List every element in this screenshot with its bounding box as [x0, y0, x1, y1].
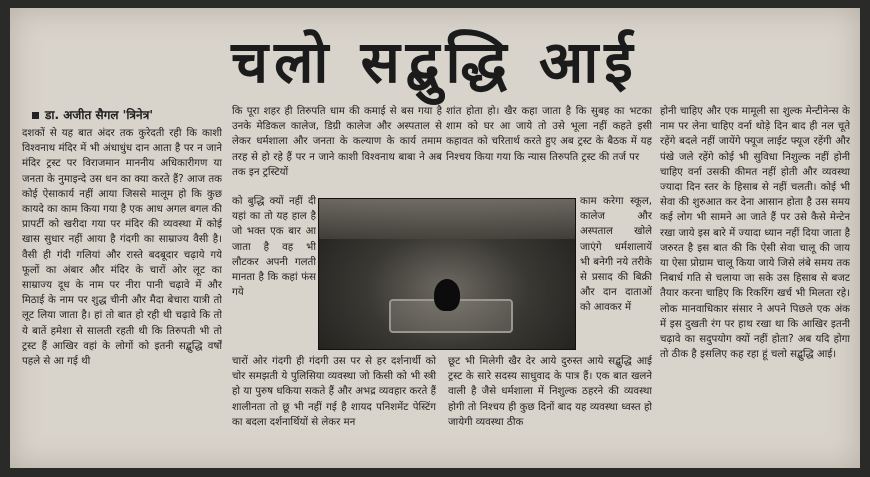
photo-wall — [319, 199, 575, 239]
article-column-4 — [660, 104, 850, 458]
temple-shivling-photo — [318, 198, 576, 350]
article-text-col2-side: को बुद्धि क्यों नहीं दी यहां का तो यह हाल है जो भक्त एक बार आ जाता है वह भी लौटकर अपनी गलती मानता है कि कहां फंस गये — [232, 196, 316, 299]
article-text-col3-top: शांत होता हो। खैर कहा जाता है कि सुबह का भटका शाम को घर आ जाये तो उसे भूला नहीं कहते इसी कहावत को चरितार्थ करते हुए अब ट्रस्ट के बैठक में यह निश्चय किया गया कि न्यास तिरुपति ट्रस्ट की तर्ज पर — [446, 106, 652, 163]
article-column-3-side — [580, 194, 652, 354]
byline-text: डा. अजीत सैगल 'त्रिनेत्र' — [45, 108, 154, 122]
article-text-col2-top: कि पूरा शहर ही तिरुपति धाम की कमाई से बस गया है उनके मेडिकल कालेज, डिग्री कालेज और अस्पताल से लेकर धर्मशाला और जनता के कल्याण के कार्य तमाम तरह से हो रहे हैं पर न जाने काशी विश्वनाथ बाबा ने अब तक इन ट्रस्टियों — [232, 106, 442, 178]
article-column-2-top — [232, 104, 442, 194]
byline-bullet — [32, 112, 39, 119]
newspaper-clipping — [10, 8, 860, 468]
article-text-col4: होनी चाहिए और एक मामूली सा शुल्क मेन्टीनेन्स के नाम पर लेना चाहिए वर्ना थोड़े दिन बाद ही नल चूते रहेंगे बदले नहीं जायेंगे फ्यूज लाईट फ्यूज रहेंगी और पंखे जले रहेंगे कोई भी सुविधा निशुल्क नहीं होनी चाहिए वर्ना उसकी कीमत नहीं होती और व्यवस्था ज्यादा दिन स्तर के हिसाब से नहीं चलती। कोई भी सेवा की शुरुआत कर देना आसान होता है उस समय कई लोग भी सामने आ जाते हैं पर उसे कैसे मेन्टेन रखा जाये इस बारे में ज्यादा ध्यान नहीं दिया जाता है जरुरत है इस बात की कि ऐसी सेवा चालू की जाय या ऐसा प्रोग्राम चालू किया जाये जिसे लंबे समय तक निबार्ध गति से चलाया जा सके उस हिसाब से बजट तैयार करना चाहिए कि रिकरिंग खर्च भी मिलता रहे। लोक मानवाधिकार संसार ने अपने पिछले एक अंक में इस दुखती रंग पर हाथ रखा था कि आखिर इतनी चढ़ावे का सदुपयोग क्यों नहीं होता? अब यदि होगा तो ठीक है इसलिए कह रहा हूं चलो सद्बुद्धि आई। — [660, 106, 850, 361]
photo-shivling — [434, 279, 460, 311]
article-column-2-side — [232, 194, 316, 354]
article-column-1 — [22, 126, 222, 458]
byline — [32, 106, 153, 123]
article-text-col3-side: काम करेगा स्कूल, कालेज और अस्पताल खोले जाएंगे धर्मशालायें भी बनेगी नये तरीके से प्रसाद की बिक्री और दान दाताओं को आवकर में — [580, 196, 652, 314]
article-columns-2-3-bottom — [232, 354, 652, 458]
article-column-3-top — [446, 104, 652, 194]
article-text-col2-bottom: चारों ओर गंदगी ही गंदगी उस पर से हर दर्शनार्थी को चोर समझती ये पुलिसिया व्यवस्था जो किसी को भी स्त्री हो या पुरुष धकिया सकते हैं और अभद्र व्यवहार करते हैं शालीनता तो छू भी नहीं गई है शायद पनिशमेंट पेस्टिंग का बदला दर्शनार्थियों से लेकर मन — [232, 356, 436, 428]
article-text-col3-bottom: छूट भी मिलेगी खैर देर आये दुरुस्त आये सद्बुद्धि आई ट्रस्ट के सारे सदस्य साधुवाद के पात्र हैं। एक बात खलने वाली है जैसे धर्मशाला में निशुल्क ठहरने की व्यवस्था होगी तो निश्चय ही कुछ दिनों बाद यह व्यवस्था ध्वस्त हो जायेगी व्यवस्था ठीक — [448, 356, 652, 428]
headline: चलो सद्बुद्धि आई — [231, 28, 639, 96]
article-text-col1: दशकों से यह बात अंदर तक कुरेदती रही कि काशी विश्वनाथ मंदिर में भी अंधाधुंध दान आता है पर न जाने मंदिर ट्रस्ट पर विराजमान माननीय अधिकारीगण या जनता के नुमाइन्दे उस धन का क्या करते हैं? आज तक कोई ऐसाकार्य नहीं आया जिससे मालूम हो कि कुछ कायदे का काम किया गया है एक आध अगल बगल की प्रापर्टी को खरीदा गया पर मंदिर की व्यवस्था में कोई खास सुधार नहीं आया है गंदगी का साम्राज्य वैसी है। वैसी ही गंदी गलियां और रास्ते बदबूदार चढ़ाये गये फूलों का अंबार और मंदिर के चारों ओर लूट का साम्राज्य दूध के नाम पर नीरा पानी चढ़ावे में और मिठाई के नाम पर शुद्ध चीनी और मैदा बेचारा यात्री तो लूट लिया जाता है। हां तो बात हो रही थी चढ़ावे कि तो ये बातें हमेशा से सालती रहती थी कि तिरुपती भी तो ट्रस्ट हैं आखिर वहां के लोगों को इतनी सद्बुद्धि वर्षों पहले से आ गई थी — [22, 128, 222, 368]
